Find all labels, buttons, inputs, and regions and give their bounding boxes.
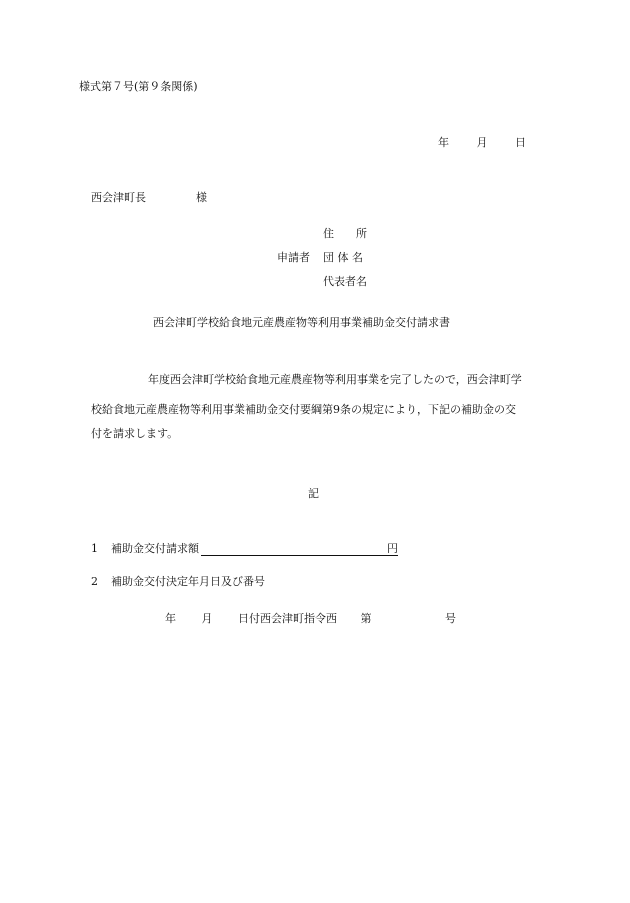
decision-date-prefix: 日付西会津町指令西: [238, 612, 337, 625]
body-line-1: 年度西会津町学校給食地元産農産物等利用事業を完了したので，西会津町学: [148, 373, 522, 386]
item-1-unit: 円: [387, 542, 398, 555]
item-2-label: 補助金交付決定年月日及び番号: [111, 575, 265, 588]
form-number: 様式第７号(第９条関係): [79, 80, 198, 93]
decision-go: 号: [445, 612, 456, 625]
addressee-name: 西会津町長: [91, 191, 146, 204]
date-line: [438, 136, 526, 150]
applicant-group-label: 団 体 名: [323, 251, 363, 264]
item-1-label: 補助金交付請求額: [111, 542, 199, 555]
applicant-label: 申請者: [277, 251, 310, 264]
body-line-3: 付を請求します。: [91, 427, 179, 440]
applicant-address-label: 住 所: [323, 227, 367, 240]
decision-year: 年: [165, 612, 176, 625]
item-2: [91, 575, 265, 589]
body-line-2: 校給食地元産農産物等利用事業補助金交付要綱第9条の規定により，下記の補助金の交: [91, 403, 516, 416]
date-year: 年: [438, 136, 449, 149]
decision-line: [165, 612, 456, 626]
ki-heading: 記: [308, 487, 319, 500]
decision-month: 月: [201, 612, 213, 625]
decision-dai: 第: [360, 612, 372, 625]
document-title: 西会津町学校給食地元産農産物等利用事業補助金交付請求書: [153, 316, 450, 329]
request-amount-blank: [201, 543, 387, 556]
item-2-number: 2: [91, 575, 98, 588]
applicant-representative-label: 代表者名: [323, 275, 367, 288]
item-1-number: 1: [91, 542, 98, 555]
date-day: 日: [515, 136, 526, 149]
item-1: [91, 542, 398, 556]
addressee-honorific: 様: [196, 191, 207, 204]
date-month: 月: [476, 136, 488, 149]
